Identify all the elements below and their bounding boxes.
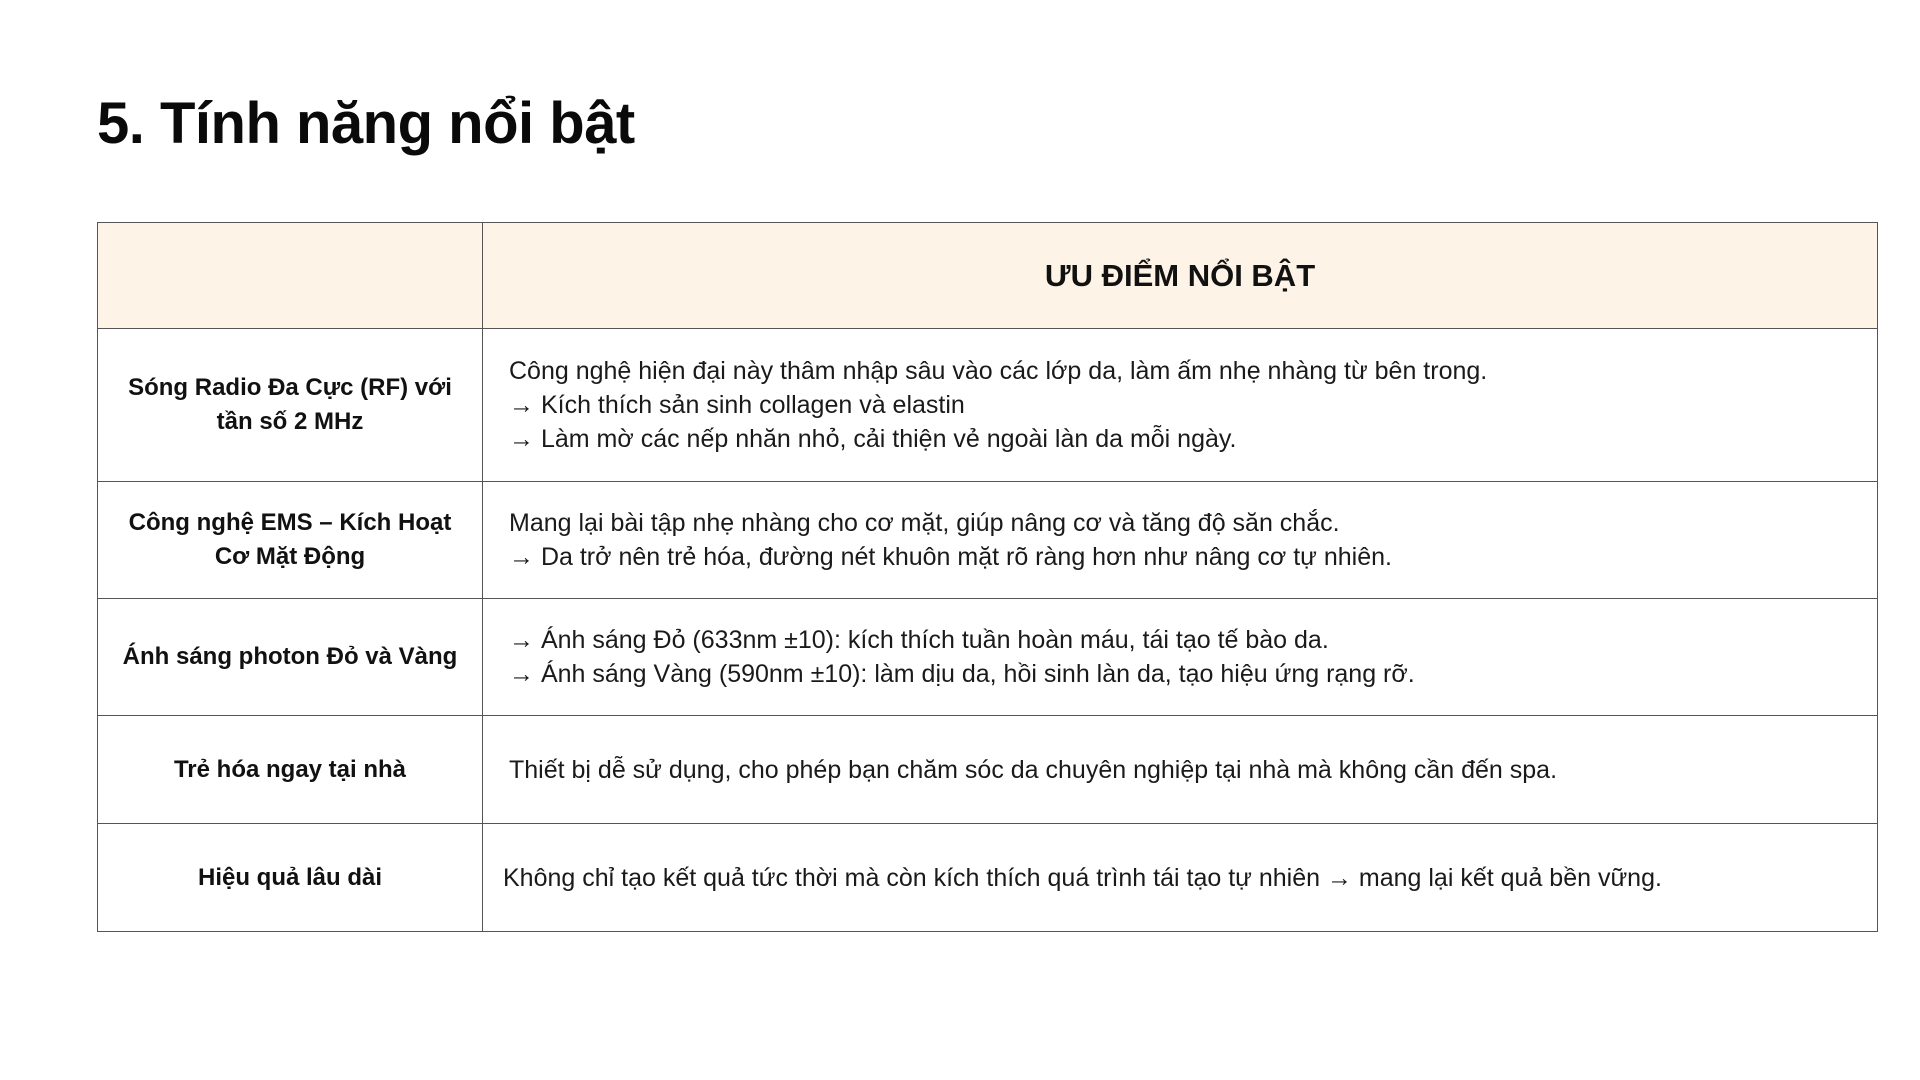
table-row [98, 599, 1878, 716]
feature-name-cell: Hiệu quả lâu dài [98, 824, 483, 932]
benefit-cell [483, 599, 1878, 716]
table-row [98, 329, 1878, 482]
feature-name-cell: Ánh sáng photon Đỏ và Vàng [98, 599, 483, 716]
table-row [98, 716, 1878, 824]
benefit-cell [483, 482, 1878, 599]
benefit-line: → Kích thích sản sinh collagen và elastin [509, 391, 965, 419]
benefit-cell [483, 716, 1878, 824]
benefit-line: Công nghệ hiện đại này thâm nhập sâu vào các lớp da, làm ấm nhẹ nhàng từ bên trong. [509, 357, 1488, 385]
table-header-row [98, 223, 1878, 329]
benefit-line: → Ánh sáng Đỏ (633nm ±10): kích thích tuần hoàn máu, tái tạo tế bào da. [509, 626, 1329, 654]
benefit-line: → Ánh sáng Vàng (590nm ±10): làm dịu da, hồi sinh làn da, tạo hiệu ứng rạng rỡ. [509, 660, 1415, 688]
benefit-line: → Làm mờ các nếp nhăn nhỏ, cải thiện vẻ ngoài làn da mỗi ngày. [509, 425, 1237, 453]
benefit-line: Không chỉ tạo kết quả tức thời mà còn kích thích quá trình tái tạo tự nhiên → mang lại kết quả bền vững. [503, 863, 1662, 892]
benefit-line: Thiết bị dễ sử dụng, cho phép bạn chăm sóc da chuyên nghiệp tại nhà mà không cần đến spa. [509, 755, 1558, 784]
benefit-cell [483, 329, 1878, 482]
features-table [97, 222, 1878, 932]
benefit-line: → Da trở nên trẻ hóa, đường nét khuôn mặt rõ ràng hơn như nâng cơ tự nhiên. [509, 543, 1392, 571]
feature-name-cell: Sóng Radio Đa Cực (RF) với tần số 2 MHz [98, 329, 483, 482]
benefit-cell [483, 824, 1878, 932]
benefit-line: Mang lại bài tập nhẹ nhàng cho cơ mặt, giúp nâng cơ và tăng độ săn chắc. [509, 509, 1340, 537]
table-row [98, 824, 1878, 932]
header-feature-cell [98, 223, 483, 329]
feature-name-cell: Công nghệ EMS – Kích Hoạt Cơ Mặt Động [98, 482, 483, 599]
feature-name-cell: Trẻ hóa ngay tại nhà [98, 716, 483, 824]
table-row [98, 482, 1878, 599]
page-title: 5. Tính năng nổi bật [97, 91, 635, 156]
header-benefits-cell: ƯU ĐIỂM NỔI BẬT [483, 223, 1878, 329]
